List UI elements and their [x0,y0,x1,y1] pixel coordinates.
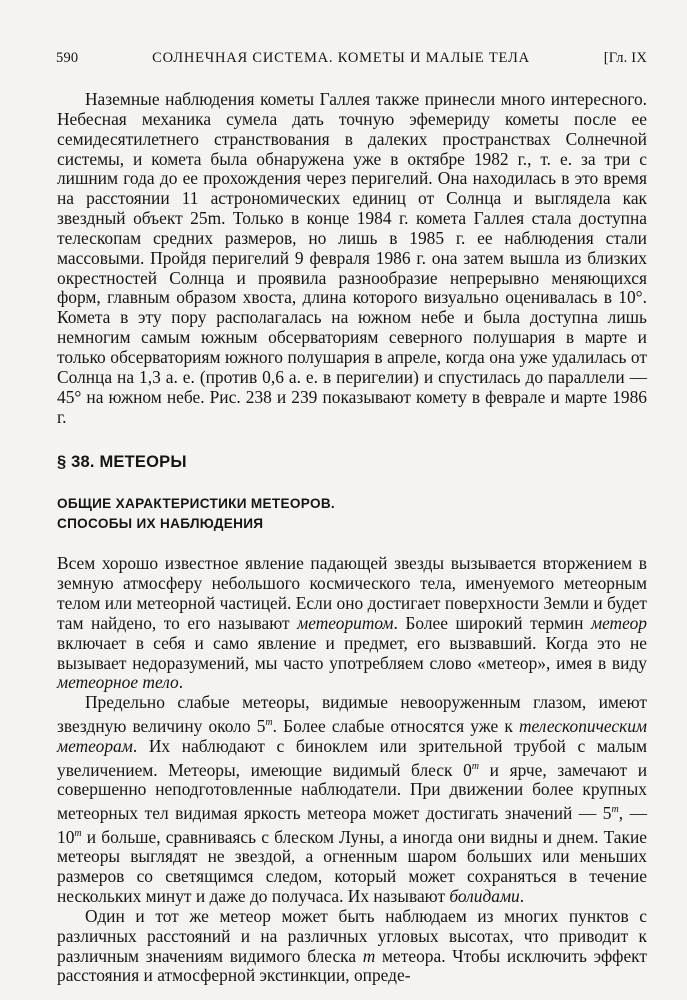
paragraph-meteor-brightness: Предельно слабые метеоры, видимые невооруженным глазом, имеют звездную величину около 5$^m$. Более слабые относятся уже к телескопическим метеорам. Их наблюдают с биноклем или зрительной трубой с малым увеличением. Метеоры, имеющие видимый блеск 0$^m$ и ярче, замечают и совершенно неподготовленные наблюдатели. При движении более крупных метеорных тел видимая яркость метеора может достигать значений — 5$^m$, —10$^m$ и больше, сравниваясь с блеском Луны, а иногда они видны и днем. Такие метеоры выглядят не звездой, а огненным шаром больших или меньших размеров со светящимся следом, который может сохраняться в течение нескольких минут и даже до получаса. Их называют болидами. [57,692,648,907]
page-number: 590 [56,50,79,66]
symbol-m: m [362,945,376,966]
running-title: СОЛНЕЧНАЯ СИСТЕМА. КОМЕТЫ И МАЛЫЕ ТЕЛА [152,50,530,66]
subsection-heading-line-1: ОБЩИЕ ХАРАКТЕРИСТИКИ МЕТЕОРОВ. [57,496,336,512]
subsection-heading-line-2: СПОСОБЫ ИХ НАБЛЮДЕНИЯ [57,516,264,532]
term-meteorite: метеоритом [297,612,394,633]
term-telescopic-meteors: телескопическим метеорам [57,715,648,756]
paragraph-meteor-definition: Всем хорошо известное явление падающей звезды вызывается вторжением в земную атмосферу небольшого космического тела, именуемого метеорным телом или метеорной частицей. Если оно достигает поверхности Земли и будет там найдено, то его называют метеоритом. Более широкий термин метеор включает в себя и само явление и предмет, его вызвавший. Когда это не вызывает недоразумений, мы часто употребляем слово «метеор», имея в виду метеорное тело. [57,553,647,693]
paragraph-halley-ground-observations: Наземные наблюдения кометы Галлея также принесли много интересного. Небесная механика сумела дать точную эфемериду кометы после ее семидесятилетнего странствования в далеких пространствах Солнечной системы, и комета была обнаружена уже в октябре 1982 г., т. е. за три с лишним года до ее прохождения через перигелий. Она находилась в это время на расстоянии 11 астрономических единиц от Солнца и выглядела как звездный объект 25m. Только в конце 1984 г. комета Галлея стала доступна телескопам средних размеров, но лишь в 1985 г. ее наблюдения стали массовыми. Пройдя перигелий 9 февраля 1986 г. она затем вышла из близких окрестностей Солнца и проявила разнообразие непрерывно меняющихся форм, главным образом хвоста, длина которого визуально оценивалась в 10°. Комета в эту пору располагалась на южном небе и была доступна лишь немногим самым южным обсерваториям северного полушария в марте и только обсерваториям южного полушария в апреле, когда она уже удалилась от Солнца на 1,3 а. е. (против 0,6 а. е. в перигелии) и спустилась до параллели —45° на южном небе. Рис. 238 и 239 показывают комету в феврале и марте 1986 г. [57,89,647,427]
chapter-marker: [Гл. IX [603,50,647,66]
subsection-heading [57,494,647,534]
page-header [56,50,647,67]
term-bolides: болидами [449,886,520,907]
term-meteor-body: метеорное тело [57,672,179,693]
term-meteor: метеор [590,612,647,633]
section-heading: § 38. МЕТЕОРЫ [57,453,187,472]
page-body [57,90,647,986]
paragraph-observation-points: Один и тот же метеор может быть наблюдаем из многих пунктов с различных расстояний и на различных угловых высотах, что приводит к различным значениям видимого блеска m метеора. Чтобы исключить эффект расстояния и атмосферной экстинкции, опреде- [57,905,647,986]
